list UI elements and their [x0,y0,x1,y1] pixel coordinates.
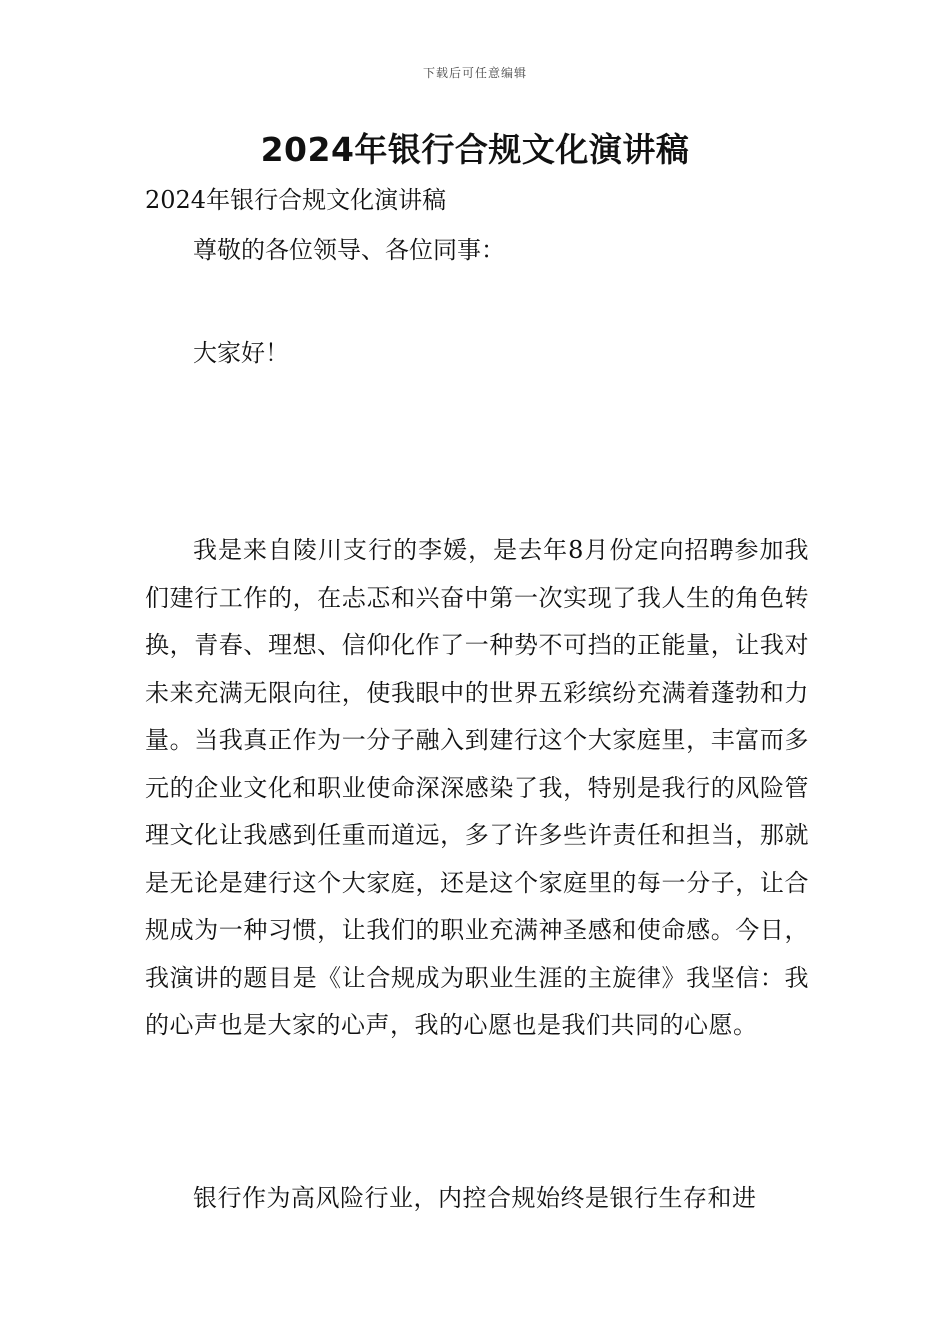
document-title: 2024年银行合规文化演讲稿 [260,130,690,169]
header-note: 下载后可任意编辑 [422,66,527,80]
body-paragraph: 银行作为高风险行业，内控合规始终是银行生存和进 [193,1184,757,1212]
body-paragraph: 我是来自陵川支行的李媛，是去年8月份定向招聘参加我们建行工作的，在忐忑和兴奋中第一次实现了我人生的角色转换，青春、理想、信仰化作了一种势不可挡的正能量，让我对未来充满无限向往，使我眼中的世界五彩缤纷充满着蓬勃和力量。当我真正作为一分子融入到建行这个大家庭里，丰富而多元的企业文化和职业使命深深感染了我，特别是我行的风险管理文化让我感到任重而道远，多了许多些许责任和担当，那就是无论是建行这个大家庭，还是这个家庭里的每一分子，让合规成为一种习惯，让我们的职业充满神圣感和使命感。今日，我演讲的题目是《让合规成为职业生涯的主旋律》我坚信：我的心声也是大家的心声，我的心愿也是我们共同的心愿。 [145,536,809,1039]
greeting-line: 尊敬的各位领导、各位同事： [193,236,505,264]
hello-line: 大家好！ [193,339,289,367]
document-subtitle: 2024年银行合规文化演讲稿 [145,186,447,214]
